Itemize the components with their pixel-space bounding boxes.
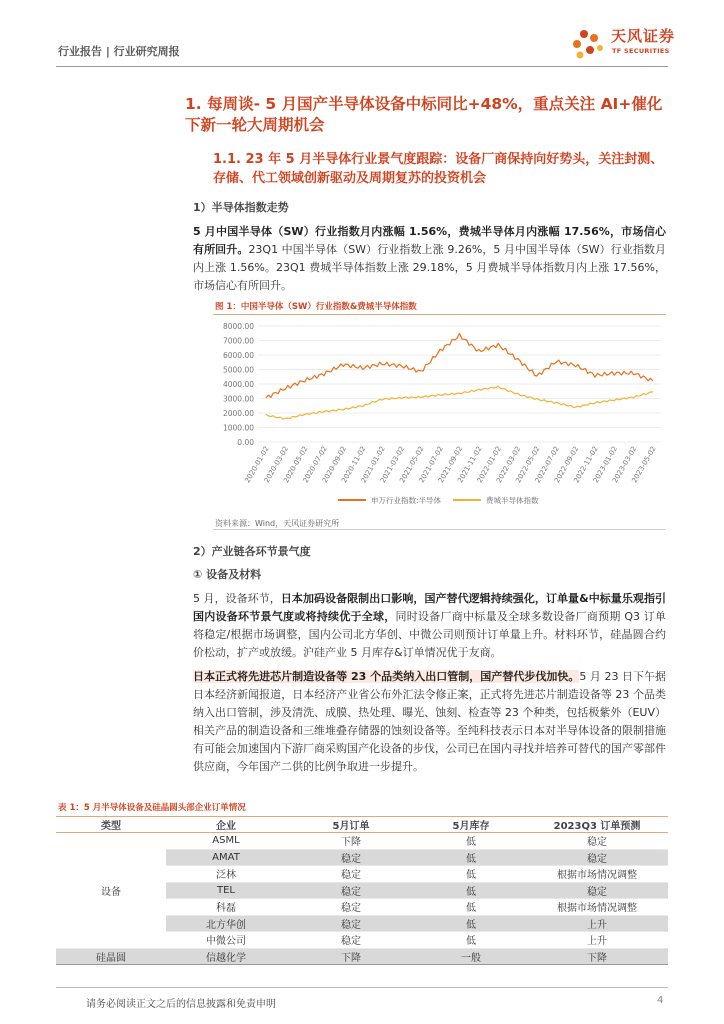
series-line-philadelphia-semiconductor: [266, 386, 653, 419]
series-line-sw-semiconductor: [266, 333, 653, 397]
cell-inventory: 低: [416, 915, 526, 932]
cell-company: 北方华创: [166, 915, 286, 932]
cell-inventory: 低: [416, 882, 526, 899]
x-tick-label: 2020-01-02: [243, 445, 271, 485]
source-divider: [213, 529, 666, 530]
cell-forecast: 上升: [526, 932, 668, 949]
x-tick-label: 2021-05-02: [398, 445, 426, 485]
x-tick-label: 2023-05-02: [630, 445, 658, 485]
col-header-q3-forecast: 2023Q3 订单预测: [526, 817, 668, 833]
col-header-may-orders: 5月订单: [286, 817, 416, 833]
section-title-index: 1）半导体指数走势: [193, 201, 289, 214]
x-tick-label: 2022-05-02: [514, 445, 542, 485]
x-tick-label: 2020-05-02: [282, 445, 310, 485]
paragraph-index-bold: 5 月中国半导体（SW）行业指数月内涨幅 1.56%，费城半导体月内涨幅 17.56%，市场信心有所回升。: [193, 225, 666, 256]
paragraph-equipment-c: 同时设备厂商中标量及全球多数设备厂商预期 Q3 订单将稳定/根据市场调整，国内公司北方华创、中微公司则预计订单量上升。材料环节，硅晶圆合约价松动，扩产或放缓。沪硅产业 5 月库存&订单情况优于友商。: [193, 610, 666, 659]
y-tick-label: 6000.00: [222, 351, 254, 360]
figure-title: 图 1：中国半导体（SW）行业指数&费城半导体指数: [215, 302, 417, 312]
x-tick-label: 2021-03-02: [378, 445, 407, 485]
table-row: [56, 948, 668, 965]
cell-company: 科磊: [166, 899, 286, 916]
orders-table: [56, 816, 668, 965]
cell-orders: 稳定: [286, 899, 416, 916]
footer-divider: [56, 987, 668, 988]
cell-company: AMAT: [166, 849, 286, 866]
figure-source: 资料来源：Wind，天风证券研究所: [215, 519, 340, 528]
x-tick-label: 2022-01-02: [475, 445, 503, 485]
table-row: [56, 833, 668, 850]
paragraph-export-control-bold: 日本正式将先进芯片制造设备等 23 个品类纳入出口管制，国产替代步伐加快。: [193, 670, 580, 683]
cell-company: 泛林: [166, 866, 286, 883]
logo-name-en: TF SECURITIES: [612, 47, 670, 55]
cell-orders: 稳定: [286, 932, 416, 949]
x-tick-label: 2020-03-02: [262, 445, 291, 485]
cell-inventory: 低: [416, 849, 526, 866]
y-tick-label: 4000.00: [222, 380, 254, 389]
cell-orders: 稳定: [286, 866, 416, 883]
y-tick-label: 3000.00: [222, 394, 254, 404]
legend-label: 申万行业指数:半导体: [371, 496, 442, 505]
table-title: 表 1：5 月半导体设备及硅晶圆头部企业订单情况: [58, 803, 246, 813]
logo-name-cn: 天风证券: [611, 27, 676, 45]
col-header-may-inventory: 5月库存: [416, 817, 526, 833]
x-tick-label: 2020-07-02: [301, 445, 329, 485]
x-tick-label: 2021-01-02: [359, 445, 387, 485]
cell-company: 中微公司: [166, 932, 286, 949]
section-title-chain: 2）产业链各环节景气度: [193, 545, 311, 558]
cell-orders: 稳定: [286, 915, 416, 932]
x-tick-label: 2021-11-02: [456, 445, 484, 485]
cell-forecast: 稳定: [526, 849, 668, 866]
y-tick-label: 8000.00: [222, 322, 254, 331]
cell-inventory: 低: [416, 833, 526, 850]
cell-forecast: 上升: [526, 915, 668, 932]
table-header-row: [56, 817, 668, 833]
report-category: 行业报告 | 行业研究周报: [58, 45, 180, 58]
paragraph-equipment: [193, 590, 666, 662]
x-tick-label: 2022-11-02: [572, 445, 600, 485]
header-divider: [56, 66, 668, 67]
cell-forecast: 根据市场情况调整: [526, 866, 668, 883]
heading-2: 1.1. 23 年 5 月半导体行业景气度跟踪：设备厂商保持向好势头，关注封测、存储、代工领域创新驱动及周期复苏的投资机会: [213, 152, 664, 186]
x-tick-label: 2021-07-02: [417, 445, 445, 485]
group-cell-equipment: 设备: [56, 833, 166, 949]
paragraph-index-rest: 23Q1 中国半导体（SW）行业指数上涨 9.26%，5 月中国半导体（SW）行业指数月内上涨 1.56%。23Q1 费城半导体指数上涨 29.18%，5 月费城半导体指数月内上涨 17.56%，市场信心有所回升。: [193, 243, 666, 292]
logo-flower-icon: [573, 30, 603, 59]
x-tick-label: 2022-03-02: [495, 445, 523, 485]
cell-forecast: 下降: [526, 948, 668, 965]
y-tick-label: 2000.00: [222, 409, 254, 418]
cell-forecast: 根据市场情况调整: [526, 899, 668, 916]
x-tick-label: 2023-01-02: [591, 445, 620, 485]
cell-company: ASML: [166, 833, 286, 850]
paragraph-export-control: [193, 668, 666, 776]
cell-company: 信越化学: [166, 948, 286, 965]
paragraph-export-control-rest: 5 月 23 日下午据日本经济新闻报道，日本经济产业省公布外汇法令修正案，正式将先进芯片制造设备等 23 个品类纳入出口管制，涉及清洗、成膜、热处理、曝光、蚀刻、检查等 23 个种类，包括极紫外（EUV）相关产品的制造设备和三维堆叠存储器的蚀刻设备等。至纯科技表示日本对半导体设备的限制措施有可能会加速国内下游厂商采购国产化设备的步伐，公司已在国内寻找并培养可替代的国产零部件供应商，今年国产二供的比例争取进一步提升。: [193, 670, 666, 773]
cell-orders: 下降: [286, 948, 416, 965]
paragraph-equipment-bold: 日本加码设备限制出口影响，国产替代逻辑持续强化，订单量&中标量乐观指引国内设备环节景气度或将持续优于全球，: [193, 592, 666, 623]
subsection-title-equipment: ① 设备及材料: [193, 568, 262, 581]
cell-inventory: 低: [416, 866, 526, 883]
x-tick-label: 2020-09-02: [320, 445, 349, 485]
cell-forecast: 稳定: [526, 833, 668, 850]
x-tick-label: 2022-09-02: [553, 445, 581, 485]
figure-divider: [213, 314, 666, 315]
cell-orders: 稳定: [286, 849, 416, 866]
x-tick-label: 2021-09-02: [436, 445, 465, 485]
cell-inventory: 一般: [416, 948, 526, 965]
y-tick-label: 7000.00: [222, 336, 254, 346]
y-tick-label: 0.00: [237, 438, 254, 447]
legend-label: 费城半导体指数: [486, 496, 539, 505]
x-tick-label: 2023-03-02: [611, 445, 639, 485]
heading-1: 1. 每周谈- 5 月国产半导体设备中标同比+48%，重点关注 AI+催化下新一轮大周期机会: [185, 95, 663, 134]
group-cell-wafer: 硅晶圆: [56, 948, 166, 965]
cell-orders: 下降: [286, 833, 416, 850]
cell-company: TEL: [166, 882, 286, 899]
x-tick-label: 2020-11-02: [340, 445, 368, 485]
cell-forecast: 稳定: [526, 882, 668, 899]
y-tick-label: 1000.00: [222, 423, 254, 433]
x-tick-label: 2022-07-02: [533, 445, 561, 485]
cell-inventory: 低: [416, 932, 526, 949]
page-number: 4: [657, 995, 664, 1006]
paragraph-index: [193, 223, 666, 295]
y-tick-label: 5000.00: [222, 365, 254, 375]
index-line-chart: [213, 318, 668, 516]
paragraph-equipment-a: 5 月，设备环节，: [193, 592, 281, 605]
cell-inventory: 低: [416, 899, 526, 916]
col-header-company: 企业: [166, 817, 286, 833]
disclaimer-link[interactable]: 请务必阅读正文之后的信息披露和免责申明: [86, 999, 276, 1010]
cell-orders: 稳定: [286, 882, 416, 899]
col-header-type: 类型: [56, 817, 166, 833]
